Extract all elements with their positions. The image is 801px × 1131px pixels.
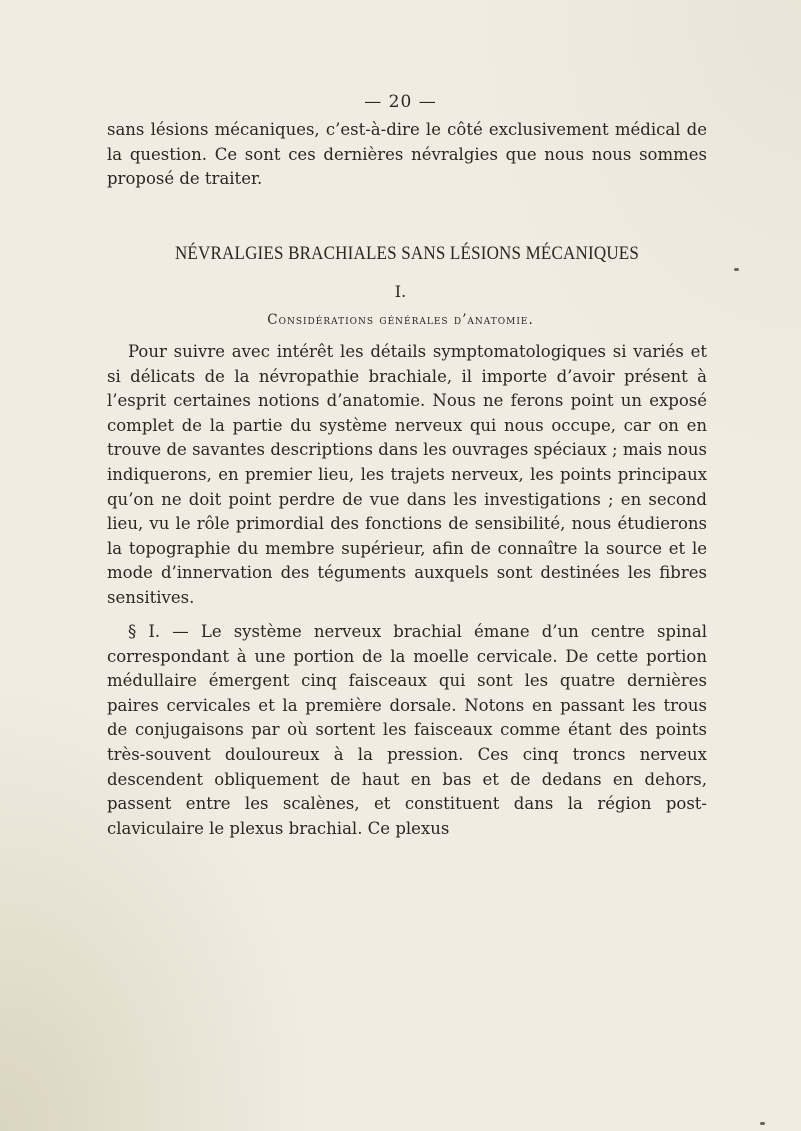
paper-speck: [734, 268, 739, 271]
body-paragraph: § I. — Le système nerveux brachial émane d’un centre spinal correspondant à une portion de la moelle cervicale. De cette portion médullaire émergent cinq faisceaux qui sont les quatre dernières paires cervicales et la première dorsale. Notons en passant les trous de conjugaisons par où sortent les faisceaux comme étant des points très-souvent douloureux à la pression. Ces cinq troncs nerveux descendent obliquement de haut en bas et de dedans en dehors, passent entre les scalènes, et constituent dans la région post-claviculaire le plexus brachial. Ce plexus: [107, 622, 707, 838]
paper-speck: [760, 1122, 765, 1125]
section-number: I.: [394, 282, 407, 301]
page-number: — 20 —: [364, 92, 437, 112]
subsection-heading: Considérations générales d’anatomie.: [267, 312, 534, 328]
body-paragraph: Pour suivre avec intérêt les détails symptomatologiques si variés et si délicats de la névropathie brachiale, il importe d’avoir présent à l’esprit certaines notions d’anatomie. Nous ne ferons point un exposé complet de la partie du système nerveux qui nous occupe, car on en trouve de savantes descriptions dans les ouvrages spéciaux ; mais nous indiquerons, en premier lieu, les trajets nerveux, les points principaux qu’on ne doit point perdre de vue dans les investigations ; en second lieu, vu le rôle primordial des fonctions de sensibilité, nous étudierons la topographie du membre supérieur, afin de connaître la source et le mode d’innervation des téguments auxquels sont destinées les fibres sensitives.: [107, 342, 707, 607]
intro-paragraph: sans lésions mécaniques, c’est-à-dire le côté exclusivement médical de la question. Ce sont ces dernières névralgies que nous nous sommes proposé de traiter.: [107, 120, 707, 189]
section-heading: NÉVRALGIES BRACHIALES SANS LÉSIONS MÉCANIQUES: [174, 244, 640, 264]
